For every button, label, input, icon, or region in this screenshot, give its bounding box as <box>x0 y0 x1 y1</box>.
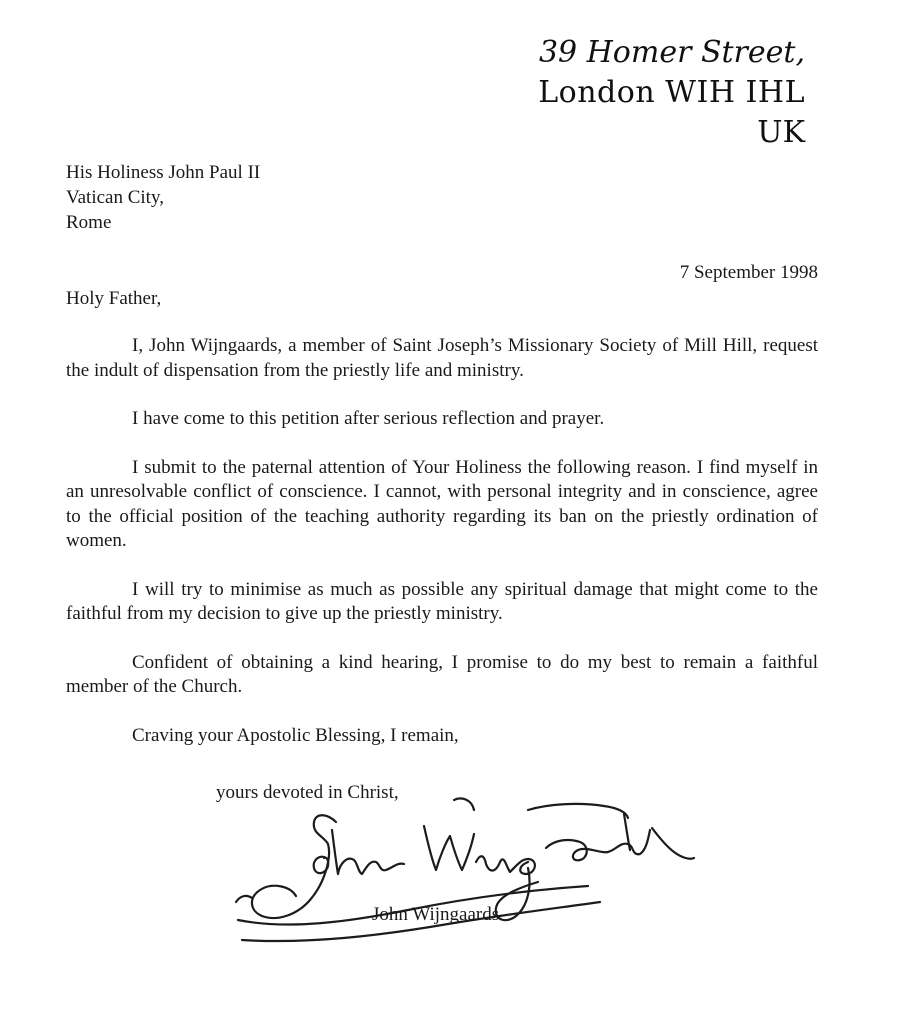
body-paragraph: Craving your Apostolic Blessing, I remain, <box>132 724 459 746</box>
recipient-city: Vatican City, <box>66 187 164 208</box>
body-paragraph: I submit to the paternal attention of Your Holiness the following reason. I find myself in an unresolvable conflict of conscience. I cannot, with personal integrity and in conscience, agree to the official position of the teaching authority regarding its ban on the priestly ordination of women. <box>66 456 818 551</box>
body-paragraph: I, John Wijngaards, a member of Saint Joseph’s Missionary Society of Mill Hill, request the indult of dispensation from the priestly life and ministry. <box>66 335 818 381</box>
handwritten-signature <box>228 770 698 960</box>
signer-name: John Wijngaards <box>372 904 500 925</box>
recipient-location: Rome <box>66 212 112 233</box>
sender-address <box>538 35 805 150</box>
body-paragraph: Confident of obtaining a kind hearing, I promise to do my best to remain a faithful member of the Church. <box>66 651 818 697</box>
letter-body <box>66 334 818 748</box>
closing-phrase: yours devoted in Christ, <box>216 782 399 803</box>
letter-date: 7 September 1998 <box>679 262 818 283</box>
body-paragraph: I have come to this petition after serious reflection and prayer. <box>132 408 605 429</box>
recipient-name: His Holiness John Paul II <box>66 162 261 183</box>
salutation: Holy Father, <box>66 288 162 309</box>
body-paragraph: I will try to minimise as much as possible any spiritual damage that might come to the faithful from my decision to give up the priestly ministry. <box>66 578 818 624</box>
sender-street: 39 Homer Street, <box>538 35 805 70</box>
recipient-address <box>66 160 260 235</box>
sender-city: London WIH IHL <box>538 75 805 110</box>
sender-country: UK <box>757 115 805 150</box>
